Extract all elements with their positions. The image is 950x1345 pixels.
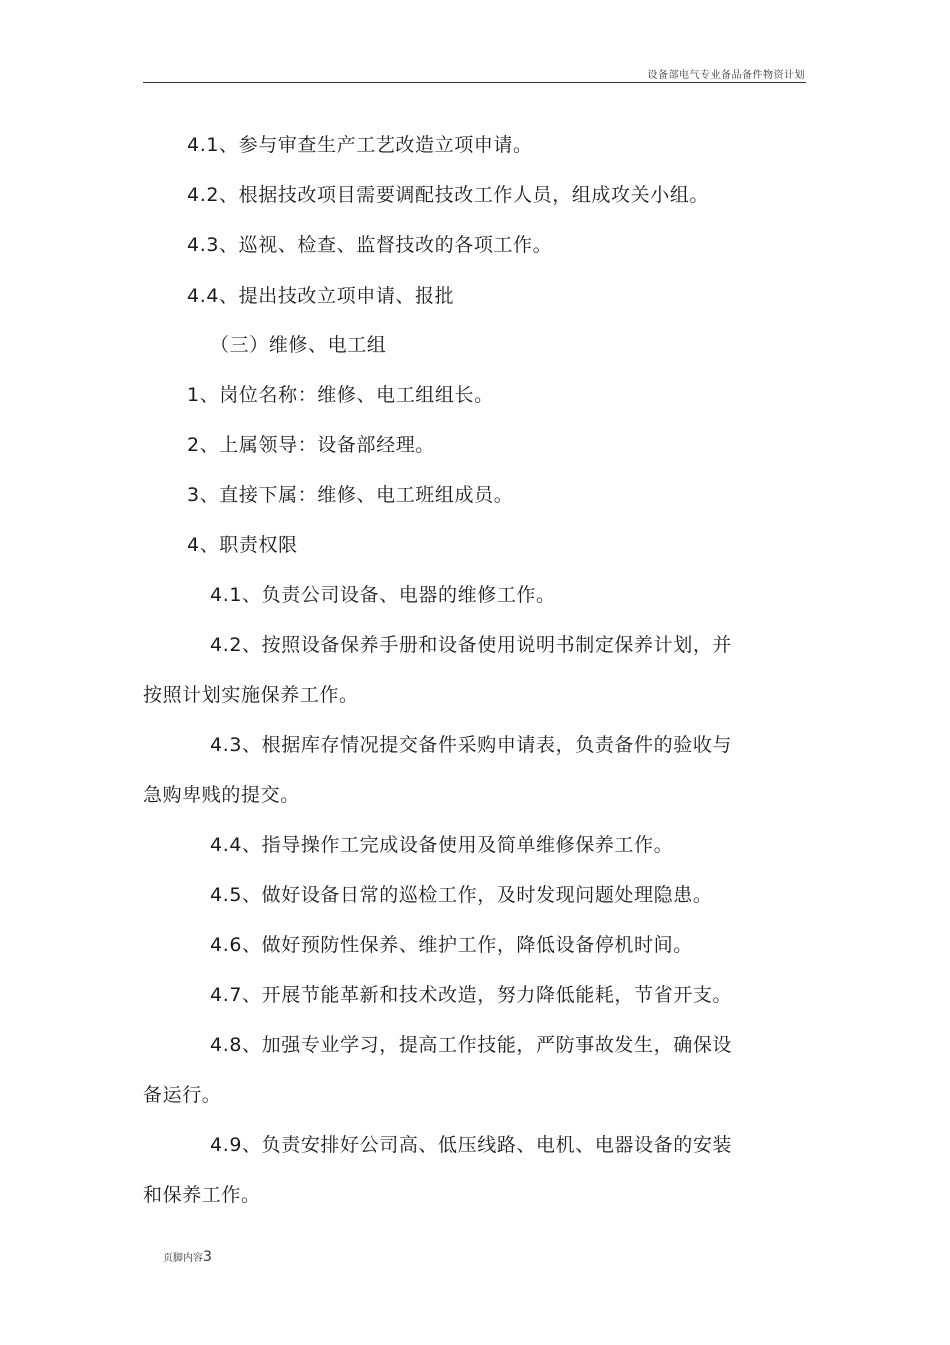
header-title: 设备部电气专业备品备件物资计划 [647,70,805,81]
text-line: 4.4、指导操作工完成设备使用及简单维修保养工作。 [210,834,674,856]
text-line: 备运行。 [143,1084,222,1106]
text-line: 4.6、做好预防性保养、维护工作，降低设备停机时间。 [210,934,693,956]
text-line: 4.4、提出技改立项申请、报批 [187,285,455,307]
text-line: 4.2、按照设备保养手册和设备使用说明书制定保养计划，并 [210,634,733,656]
text-line: 和保养工作。 [143,1184,261,1206]
text-line: 4.1、负责公司设备、电器的维修工作。 [210,584,556,606]
section-heading: （三）维修、电工组 [210,334,387,356]
page-number: 3 [203,1249,212,1265]
text-line: 按照计划实施保养工作。 [143,684,359,706]
text-line: 4.5、做好设备日常的巡检工作，及时发现问题处理隐患。 [210,884,713,906]
text-line: 2、上属领导：设备部经理。 [187,434,435,456]
text-line: 4.1、参与审查生产工艺改造立项申请。 [187,134,533,156]
header-rule [143,82,806,83]
text-line: 4、职责权限 [187,534,298,556]
text-line: 4.3、巡视、检查、监督技改的各项工作。 [187,234,553,256]
text-line: 4.8、加强专业学习，提高工作技能，严防事故发生，确保设 [210,1034,733,1056]
text-line: 3、直接下属：维修、电工班组成员。 [187,484,514,506]
footer-label: 页脚内容 [163,1253,203,1264]
text-line: 4.9、负责安排好公司高、低压线路、电机、电器设备的安装 [210,1134,733,1156]
page-footer [163,1249,212,1265]
text-line: 1、岗位名称：维修、电工组组长。 [187,384,494,406]
text-line: 4.2、根据技改项目需要调配技改工作人员，组成攻关小组。 [187,184,710,206]
text-line: 急购卑贱的提交。 [143,784,300,806]
text-line: 4.3、根据库存情况提交备件采购申请表，负责备件的验收与 [210,734,733,756]
text-line: 4.7、开展节能革新和技术改造，努力降低能耗，节省开支。 [210,984,733,1006]
